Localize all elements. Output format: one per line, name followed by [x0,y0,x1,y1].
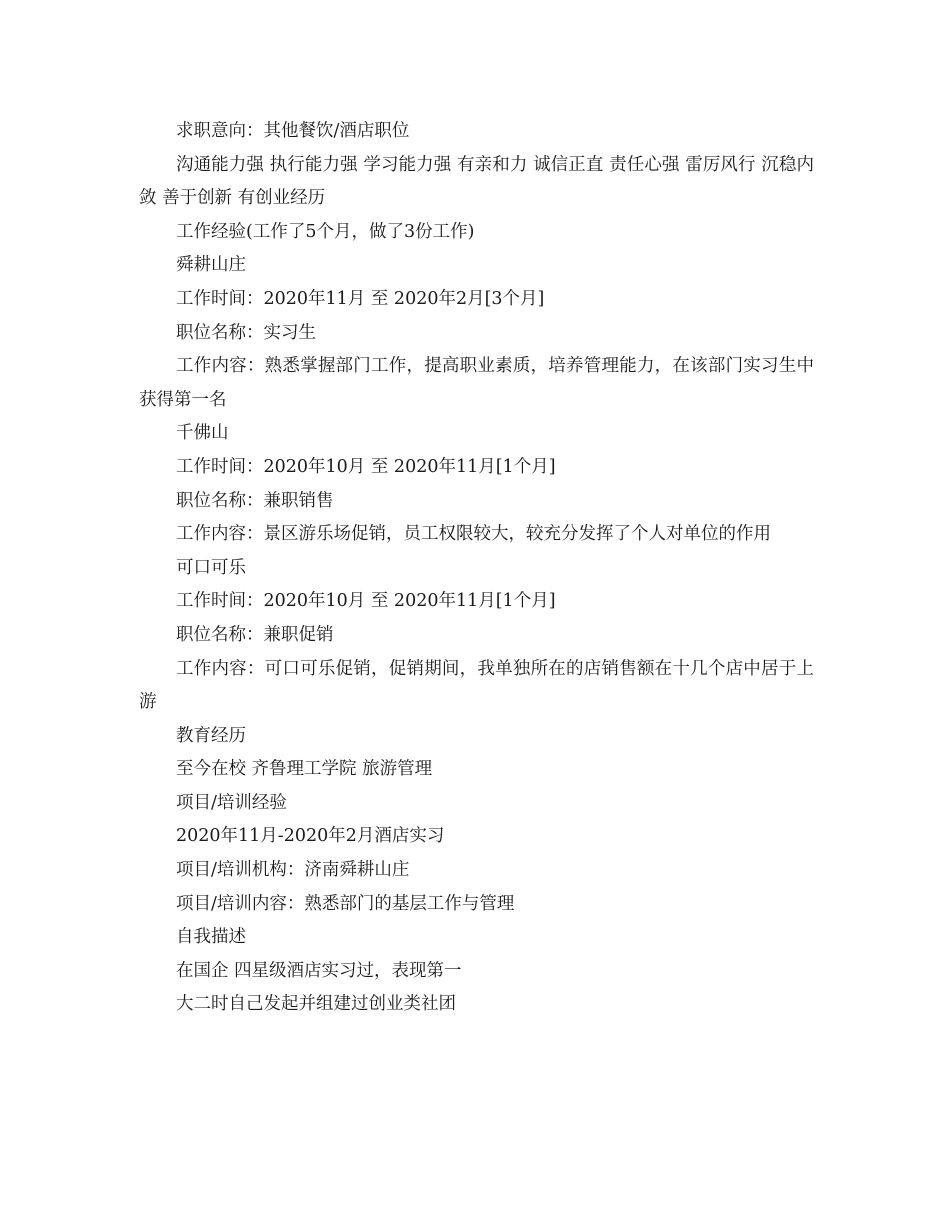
work-experience-heading: 工作经验(工作了5个月，做了3份工作) [176,221,475,242]
education-entry: 至今在校 齐鲁理工学院 旅游管理 [176,759,433,780]
position-title: 职位名称：兼职销售 [176,490,334,511]
skills-summary: 沟通能力强 执行能力强 学习能力强 有亲和力 诚信正直 责任心强 雷厉风行 沉稳内敛 善于创新 有创业经历 [139,154,814,209]
work-period: 工作时间：2020年10月 至 2020年11月[1个月] [176,591,556,612]
employer-name: 舜耕山庄 [176,255,246,276]
work-description: 工作内容：可口可乐促销，促销期间，我单独所在的店销售额在十几个店中居于上游 [139,658,814,713]
work-description: 工作内容：熟悉掌握部门工作，提高职业素质，培养管理能力，在该部门实习生中获得第一名 [139,356,814,410]
employer-name: 千佛山 [176,423,229,444]
training-institution: 项目/培训机构：济南舜耕山庄 [176,860,410,881]
job-intention: 求职意向：其他餐饮/酒店职位 [176,121,410,141]
work-period: 工作时间：2020年11月 至 2020年2月[3个月] [176,288,545,309]
training-content: 项目/培训内容：熟悉部门的基层工作与管理 [176,893,515,914]
work-period: 工作时间：2020年10月 至 2020年11月[1个月] [176,456,556,477]
employer-name: 可口可乐 [176,557,246,578]
position-title: 职位名称：实习生 [176,322,316,343]
education-heading: 教育经历 [176,725,246,746]
self-description-line: 大二时自己发起并组建过创业类社团 [176,994,456,1015]
self-description-heading: 自我描述 [176,927,246,948]
project-entry: 2020年11月-2020年2月酒店实习 [176,826,445,847]
position-title: 职位名称：兼职促销 [176,624,334,645]
self-description-line: 在国企 四星级酒店实习过，表现第一 [176,960,462,981]
work-description: 工作内容：景区游乐场促销，员工权限较大，较充分发挥了个人对单位的作用 [176,524,771,545]
document-body [139,115,814,1022]
project-training-heading: 项目/培训经验 [176,792,287,813]
